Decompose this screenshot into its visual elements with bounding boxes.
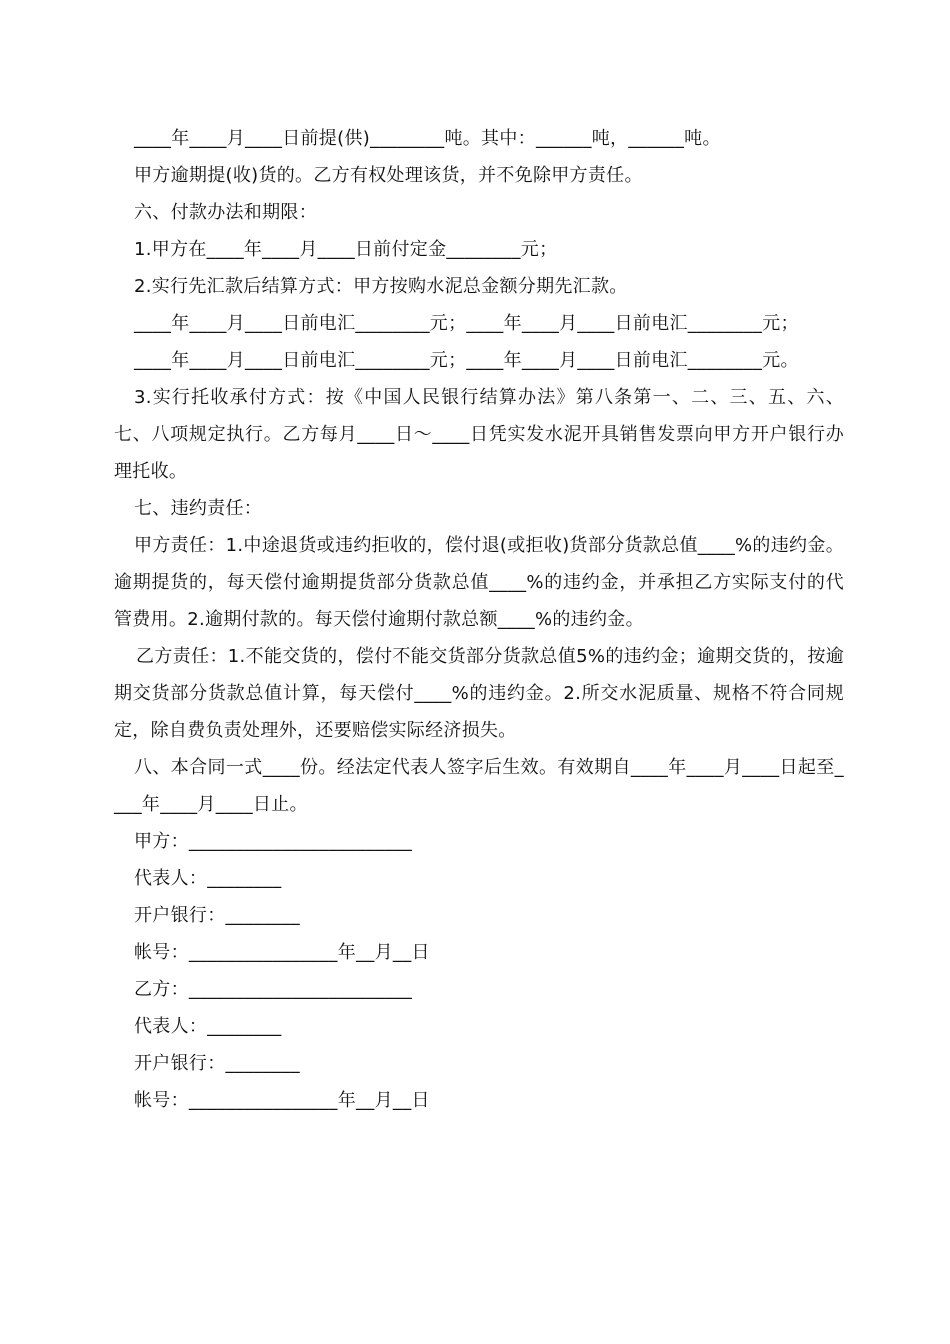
delivery-date-line: ____年____月____日前提(供)________吨。其中：______吨，______吨。: [134, 128, 721, 149]
party-b-liability: 乙方责任：1.不能交货的，偿付不能交货部分货款总值5%的违约金；逾期交货的，按逾期交货部分货款总值计算，每天偿付____%的违约金。2.所交水泥质量、规格不符合同规定，除自费负责处理外，还要赔偿实际经济损失。: [114, 646, 844, 741]
wire-schedule-line-1: ____年____月____日前电汇________元；____年____月____日前电汇________元；: [134, 313, 799, 334]
overdue-pickup-line: 甲方逾期提(收)货的。乙方有权处理该货，并不免除甲方责任。: [134, 165, 643, 186]
party-b-account: 帐号：________________年__月__日: [134, 1090, 430, 1111]
deposit-line: 1.甲方在____年____月____日前付定金________元；: [134, 239, 558, 260]
party-a-bank: 开户银行：________: [134, 905, 300, 926]
contract-body: [114, 120, 844, 1119]
section-8-validity: 八、本合同一式____份。经法定代表人签字后生效。有效期自____年____月____日起至____年____月____日止。: [114, 757, 844, 815]
party-a-name: 甲方：________________________: [134, 831, 413, 852]
section-6-title: 六、付款办法和期限：: [134, 202, 317, 223]
party-b-bank: 开户银行：________: [134, 1053, 300, 1074]
party-a-account: 帐号：________________年__月__日: [134, 942, 430, 963]
party-b-name: 乙方：________________________: [134, 979, 413, 1000]
collection-clause: 3.实行托收承付方式：按《中国人民银行结算办法》第八条第一、二、三、五、六、七、八项规定执行。乙方每月____日～____日凭实发水泥开具销售发票向甲方开户银行办理托收。: [114, 387, 844, 482]
wire-schedule-line-2: ____年____月____日前电汇________元；____年____月____日前电汇________元。: [134, 350, 799, 371]
party-a-representative: 代表人：________: [134, 868, 282, 889]
party-a-liability: 甲方责任：1.中途退货或违约拒收的，偿付退(或拒收)货部分货款总值____%的违约金。逾期提货的，每天偿付逾期提货部分货款总值____%的违约金，并承担乙方实际支付的代管费用。2.逾期付款的。每天偿付逾期付款总额____%的违约金。: [114, 535, 844, 630]
party-b-representative: 代表人：________: [134, 1016, 282, 1037]
prepayment-line: 2.实行先汇款后结算方式：甲方按购水泥总金额分期先汇款。: [134, 276, 628, 297]
section-7-title: 七、违约责任：: [134, 498, 263, 519]
